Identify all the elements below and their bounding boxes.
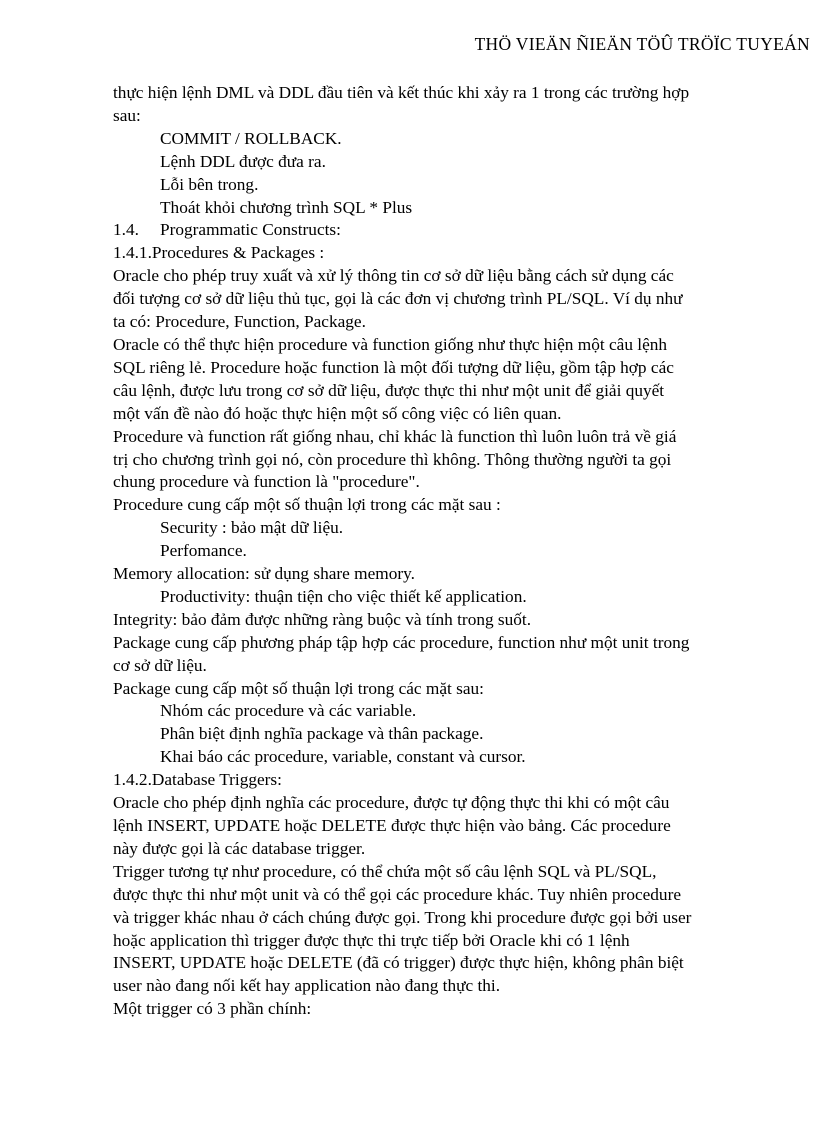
text-line: câu lệnh, được lưu trong cơ sở dữ liệu, được thực thi như một unit để giải quyết bbox=[113, 380, 665, 400]
list-item: Productivity: thuận tiện cho việc thiết kế application. bbox=[160, 586, 527, 606]
text-line: đối tượng cơ sở dữ liệu thủ tục, gọi là các đơn vị chương trình PL/SQL. Ví dụ như bbox=[113, 289, 683, 309]
list-item: Thoát khỏi chương trình SQL * Plus bbox=[160, 197, 413, 217]
page-header: THÖ VIEÄN ÑIEÄN TÖÛ TRÖÏC TUYEÁN bbox=[474, 34, 810, 54]
list-item: Memory allocation: sử dụng share memory. bbox=[113, 564, 415, 584]
paragraph: Procedure cung cấp một số thuận lợi trong các mặt sau : bbox=[113, 495, 501, 515]
paragraph bbox=[113, 792, 753, 861]
text-line: Oracle cho phép truy xuất và xử lý thông tin cơ sở dữ liệu bằng cách sử dụng các bbox=[113, 266, 674, 286]
indented-list bbox=[113, 700, 753, 769]
list-item: Lỗi bên trong. bbox=[160, 174, 259, 194]
list-item: Phân biệt định nghĩa package và thân package. bbox=[160, 724, 484, 744]
list-item: Khai báo các procedure, variable, constant và cursor. bbox=[160, 747, 526, 767]
text-line: Oracle cho phép định nghĩa các procedure, được tự động thực thi khi có một câu bbox=[113, 793, 670, 813]
paragraph bbox=[113, 861, 753, 998]
section-heading-1-4 bbox=[113, 219, 753, 242]
section-title: Programmatic Constructs: bbox=[160, 220, 341, 240]
indented-list bbox=[113, 128, 753, 220]
list-item: COMMIT / ROLLBACK. bbox=[160, 128, 342, 148]
text-line: lệnh INSERT, UPDATE hoặc DELETE được thực hiện vào bảng. Các procedure bbox=[113, 816, 671, 835]
text-line: ta có: Procedure, Function, Package. bbox=[113, 312, 366, 332]
list-item: Nhóm các procedure và các variable. bbox=[160, 701, 417, 721]
section-heading-1-4-1: 1.4.1.Procedures & Packages : bbox=[113, 243, 325, 263]
text-line: SQL riêng lẻ. Procedure hoặc function là một đối tượng dữ liệu, gồm tập hợp các bbox=[113, 357, 674, 377]
list-item: Integrity: bảo đảm được những ràng buộc và tính trong suốt. bbox=[113, 609, 532, 629]
text-line: Procedure và function rất giống nhau, chỉ khác là function thì luôn luôn trả về giá bbox=[113, 426, 677, 446]
text-line: và trigger khác nhau ở cách chúng được gọi. Trong khi procedure được gọi bởi user bbox=[113, 907, 692, 927]
text-line: user nào đang nối kết hay application nào đang thực thi. bbox=[113, 976, 501, 996]
document-body bbox=[113, 82, 753, 1021]
paragraph bbox=[113, 265, 753, 334]
text-line: chung procedure và function là "procedure". bbox=[113, 472, 420, 492]
section-heading-1-4-2: 1.4.2.Database Triggers: bbox=[113, 770, 282, 790]
text-line: sau: bbox=[113, 105, 141, 125]
text-line: một vấn đề nào đó hoặc thực hiện một số công việc có liên quan. bbox=[113, 403, 562, 423]
text-line: này được gọi là các database trigger. bbox=[113, 838, 366, 858]
paragraph bbox=[113, 426, 753, 495]
paragraph bbox=[113, 82, 753, 128]
text-line: trị cho chương trình gọi nó, còn procedure thì không. Thông thường người ta gọi bbox=[113, 449, 672, 469]
paragraph bbox=[113, 334, 753, 426]
list-item: Perfomance. bbox=[160, 541, 247, 561]
text-line: Package cung cấp phương pháp tập hợp các procedure, function như một unit trong bbox=[113, 632, 690, 652]
text-line: Oracle có thể thực hiện procedure và function giống như thực hiện một câu lệnh bbox=[113, 334, 668, 354]
text-line: thực hiện lệnh DML và DDL đầu tiên và kết thúc khi xảy ra 1 trong các trường hợp bbox=[113, 83, 690, 102]
section-number: 1.4. bbox=[113, 220, 139, 240]
text-line: được thực thi như một unit và có thể gọi các procedure khác. Tuy nhiên procedure bbox=[113, 884, 682, 904]
paragraph bbox=[113, 632, 753, 678]
text-line: cơ sở dữ liệu. bbox=[113, 655, 207, 675]
text-line: INSERT, UPDATE hoặc DELETE (đã có trigger) được thực hiện, không phân biệt bbox=[113, 953, 684, 973]
indented-list bbox=[113, 517, 753, 563]
paragraph: Một trigger có 3 phần chính: bbox=[113, 999, 312, 1019]
text-line: hoặc application thì trigger được thực thi trực tiếp bởi Oracle khi có 1 lệnh bbox=[113, 930, 630, 950]
list-item: Security : bảo mật dữ liệu. bbox=[160, 518, 344, 538]
text-line: Trigger tương tự như procedure, có thể chứa một số câu lệnh SQL và PL/SQL, bbox=[113, 861, 657, 881]
paragraph: Package cung cấp một số thuận lợi trong các mặt sau: bbox=[113, 678, 484, 698]
list-item: Lệnh DDL được đưa ra. bbox=[160, 151, 326, 171]
